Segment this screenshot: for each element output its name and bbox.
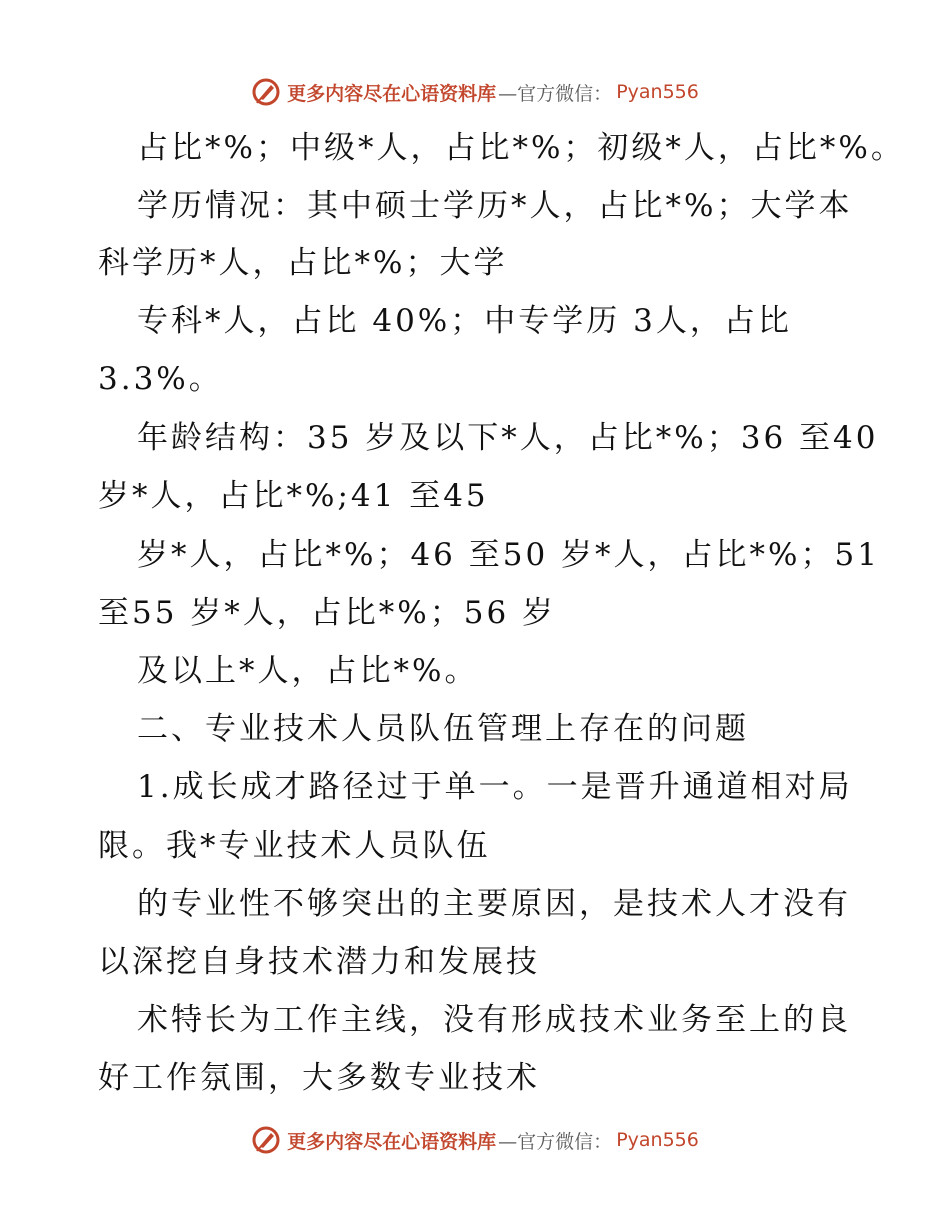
text-line: 1.成长成才路径过于单一。一是晋升通道相对局 [137,769,853,805]
quill-logo-icon [251,1125,281,1155]
text-line: 好工作氛围，大多数专业技术 [98,1060,540,1096]
text-line: 岁*人，占比*%;41 至45 [98,478,489,514]
text-line: 至55 岁*人，占比*%；56 岁 [98,595,557,631]
section-heading: 二、专业技术人员队伍管理上存在的问题 [137,711,749,747]
text-line: 占比*%；中级*人，占比*%；初级*人，占比*%。 [137,130,905,166]
watermark-official-text: —官方微信： [498,82,613,105]
text-line: 专科*人，占比 40%；中专学历 3人，占比 [137,303,792,339]
text-line: 及以上*人，占比*%。 [137,653,479,689]
text-line: 年龄结构：35 岁及以下*人，占比*%；36 至40 [137,420,879,456]
watermark-wechat-id: Pyan556 [616,1129,699,1151]
text-line: 岁*人，占比*%；46 至50 岁*人，占比*%；51 [137,537,880,573]
header-watermark [0,72,950,112]
watermark-main-text: 更多内容尽在心语资料库 [287,1130,497,1153]
footer-watermark [0,1120,950,1160]
text-line: 3.3%。 [98,361,223,397]
watermark-wechat-id: Pyan556 [616,81,699,103]
watermark-official-text: —官方微信： [498,1130,613,1153]
text-line: 学历情况：其中硕士学历*人，占比*%；大学本 [137,188,853,224]
watermark-main-text: 更多内容尽在心语资料库 [287,82,497,105]
quill-logo-icon [251,77,281,107]
text-line: 术特长为工作主线，没有形成技术业务至上的良 [137,1002,851,1038]
text-line: 科学历*人，占比*%；大学 [98,245,508,281]
text-line: 以深挖自身技术潜力和发展技 [98,944,540,980]
text-line: 限。我*专业技术人员队伍 [98,828,491,864]
text-line: 的专业性不够突出的主要原因，是技术人才没有 [137,886,851,922]
